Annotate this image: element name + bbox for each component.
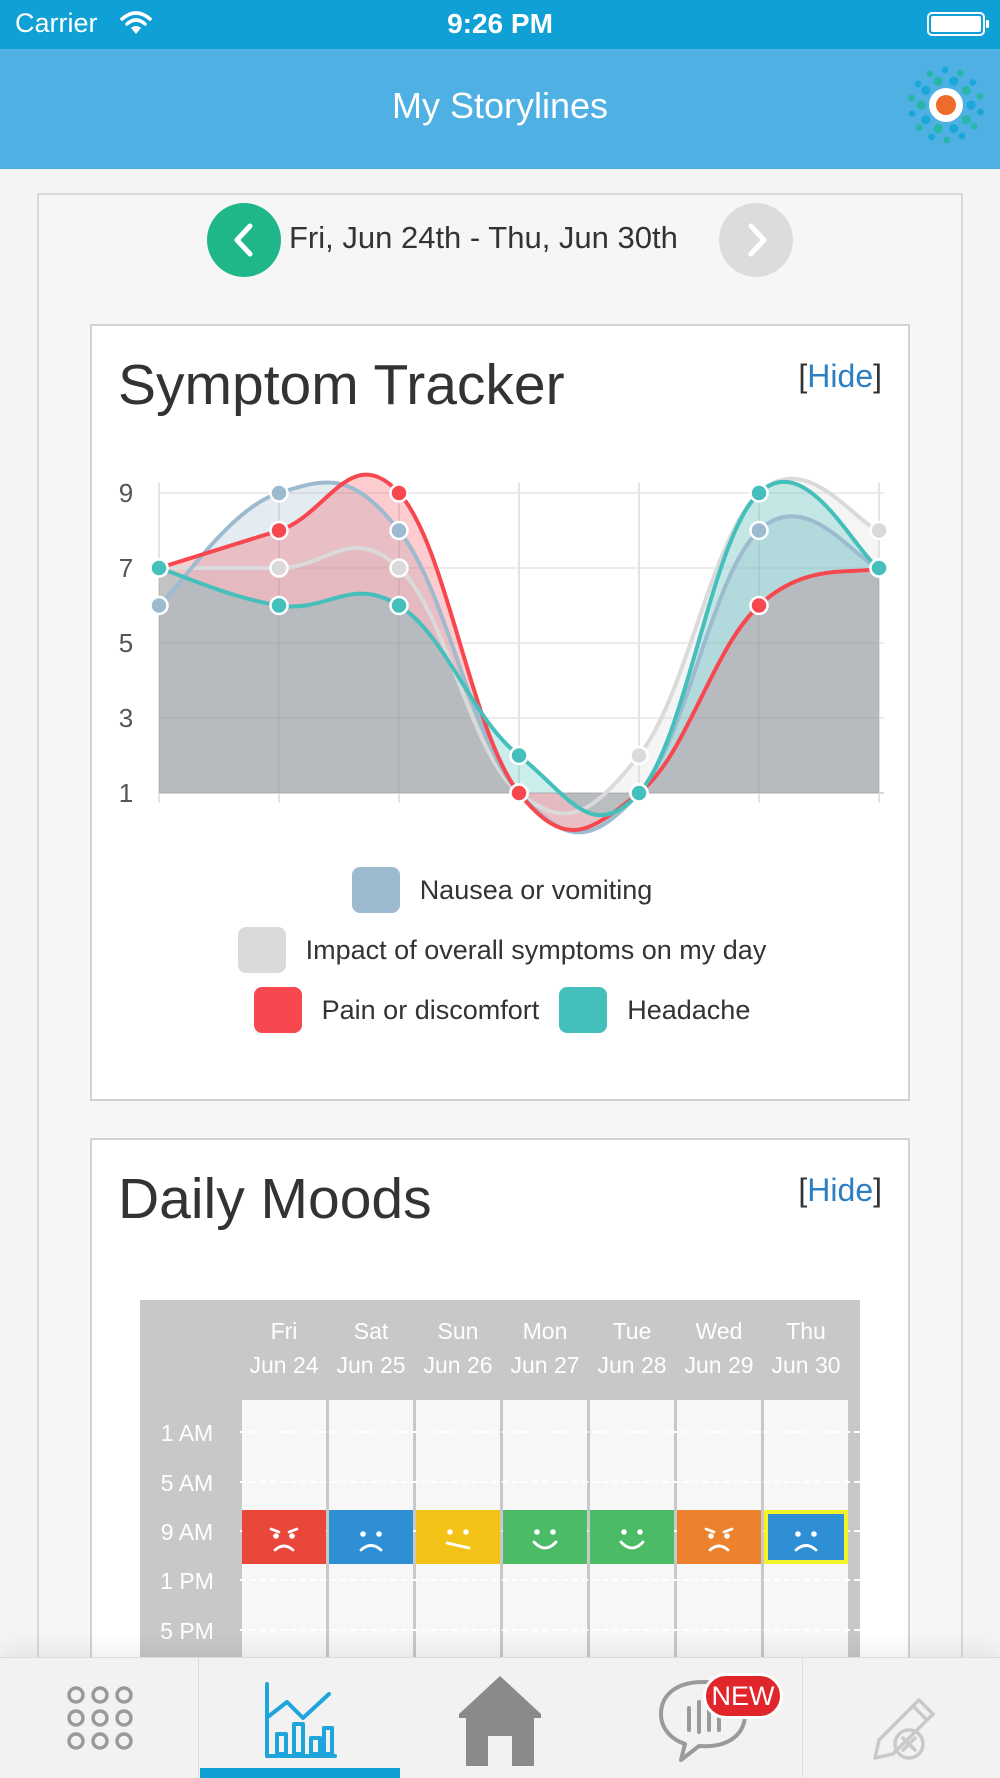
next-week-button[interactable] <box>719 203 793 277</box>
legend-swatch-impact <box>238 927 286 973</box>
mood-entry-angry[interactable] <box>677 1510 761 1564</box>
home-icon <box>401 1658 599 1778</box>
mood-day-header <box>415 1314 501 1382</box>
legend-label-headache: Headache <box>627 994 751 1025</box>
mood-day-date: Jun 27 <box>510 1352 580 1378</box>
mood-day-header <box>328 1314 414 1382</box>
legend-swatch-pain <box>254 987 302 1033</box>
tab-storylines[interactable] <box>199 1658 401 1778</box>
legend-label-pain: Pain or discomfort <box>321 994 540 1025</box>
battery-icon <box>927 12 985 36</box>
mood-entry-sad[interactable] <box>764 1510 848 1564</box>
previous-week-button[interactable] <box>207 203 281 277</box>
legend-label-impact: Impact of overall symptoms on my day <box>305 934 767 965</box>
mood-happy-face-icon <box>503 1510 587 1564</box>
carrier-label: Carrier <box>15 8 98 38</box>
logo-dot <box>921 86 930 95</box>
mood-day-date: Jun 26 <box>423 1352 493 1378</box>
mood-day-date: Jun 24 <box>249 1352 319 1378</box>
mood-time-label: 9 AM <box>160 1519 214 1545</box>
mood-angry-face-icon <box>677 1510 761 1564</box>
mood-day-name: Mon <box>522 1318 568 1344</box>
mood-day-date: Jun 30 <box>771 1352 841 1378</box>
mood-day-date: Jun 25 <box>336 1352 406 1378</box>
mood-time-label: 1 AM <box>160 1420 214 1446</box>
mood-day-header <box>589 1314 675 1382</box>
app-logo-icon[interactable] <box>906 65 986 145</box>
data-point <box>751 597 768 614</box>
hide-daily-moods <box>798 1172 882 1209</box>
mood-time-label: 5 PM <box>160 1618 214 1644</box>
logo-dot <box>969 79 976 86</box>
mood-time-label: 5 AM <box>160 1470 214 1496</box>
pencil-icon <box>803 1658 1000 1778</box>
bracket-close: ] <box>873 1172 882 1208</box>
legend-swatch-nausea <box>352 867 400 913</box>
mood-entry-happy[interactable] <box>590 1510 674 1564</box>
logo-dot <box>949 124 958 133</box>
data-point <box>271 522 288 539</box>
data-point <box>391 560 408 577</box>
data-point <box>391 485 408 502</box>
bracket-open: [ <box>798 358 808 394</box>
hide-symptom-tracker-link[interactable]: Hide <box>807 358 874 394</box>
mood-day-date: Jun 29 <box>684 1352 754 1378</box>
symptom-chart <box>92 326 912 846</box>
mood-day-name: Wed <box>695 1318 743 1344</box>
bracket-open: [ <box>798 1172 808 1208</box>
symptom-tracker-title: Symptom Tracker <box>118 353 565 417</box>
mood-entry-meh[interactable] <box>416 1510 500 1564</box>
daily-moods-title: Daily Moods <box>118 1167 432 1231</box>
date-range-nav <box>0 200 1000 280</box>
logo-dot <box>966 100 975 109</box>
tab-apps[interactable] <box>0 1658 198 1778</box>
mood-entry-happy[interactable] <box>503 1510 587 1564</box>
mood-day-name: Fri <box>270 1318 298 1344</box>
hide-daily-moods-link[interactable]: Hide <box>807 1172 874 1208</box>
mood-day-name: Tue <box>612 1318 652 1344</box>
data-point <box>271 485 288 502</box>
date-range-label: Fri, Jun 24th - Thu, Jun 30th <box>289 220 678 255</box>
chart-y-ticks <box>119 478 133 808</box>
data-point <box>151 560 168 577</box>
logo-dot <box>916 124 923 131</box>
logo-dot <box>959 133 966 140</box>
data-point <box>391 522 408 539</box>
logo-dot <box>949 77 958 86</box>
logo-dot <box>977 93 984 100</box>
logo-dot <box>962 115 971 124</box>
legend-item-pain[interactable] <box>254 987 540 1033</box>
grid-dots-icon <box>0 1658 198 1778</box>
tab-bar <box>0 1657 1000 1778</box>
logo-dot <box>909 110 916 117</box>
mood-time-line <box>240 1431 860 1433</box>
new-badge: NEW <box>703 1673 783 1719</box>
mood-day-date: Jun 28 <box>597 1352 667 1378</box>
mood-day-name: Sat <box>353 1318 389 1344</box>
data-point <box>511 747 528 764</box>
logo-dot <box>934 124 943 133</box>
chevron-right-icon <box>719 203 793 277</box>
legend-swatch-headache <box>559 987 607 1033</box>
clock-label: 9:26 PM <box>447 8 553 39</box>
data-point <box>151 597 168 614</box>
logo-dot <box>916 100 925 109</box>
logo-dot <box>962 86 971 95</box>
y-tick-label: 9 <box>118 478 134 508</box>
logo-dot <box>943 137 950 144</box>
mood-time-line <box>240 1481 860 1483</box>
y-tick-label: 3 <box>118 703 134 733</box>
data-point <box>751 522 768 539</box>
y-tick-label: 5 <box>118 628 134 658</box>
tab-home[interactable] <box>401 1658 599 1778</box>
mood-day-header <box>763 1314 849 1382</box>
mood-entry-sad[interactable] <box>329 1510 413 1564</box>
tab-edit[interactable] <box>803 1658 1000 1778</box>
chart-icon <box>199 1658 401 1778</box>
logo-dot <box>921 115 930 124</box>
chevron-left-icon <box>207 203 281 277</box>
nav-bar <box>0 49 1000 169</box>
logo-dot <box>908 95 915 102</box>
y-tick-label: 7 <box>118 553 134 583</box>
symptom-tracker-card <box>90 324 910 1101</box>
logo-dot <box>915 80 922 87</box>
legend-label-nausea: Nausea or vomiting <box>419 874 653 905</box>
data-point <box>631 785 648 802</box>
bracket-close: ] <box>873 358 882 394</box>
data-point <box>751 485 768 502</box>
data-point <box>511 785 528 802</box>
logo-dot <box>970 123 977 130</box>
mood-day-header <box>241 1314 327 1382</box>
mood-day-header <box>502 1314 588 1382</box>
mood-happy-face-icon <box>590 1510 674 1564</box>
mood-sad-face-icon <box>329 1510 413 1564</box>
logo-dot <box>934 77 943 86</box>
y-tick-label: 1 <box>118 778 134 808</box>
logo-dot <box>927 70 934 77</box>
data-point <box>871 522 888 539</box>
data-point <box>871 560 888 577</box>
mood-day-header <box>676 1314 762 1382</box>
mood-angry-face-icon <box>242 1510 326 1564</box>
legend-item-headache[interactable] <box>559 987 750 1033</box>
mood-time-label: 1 PM <box>160 1568 214 1594</box>
data-point <box>271 597 288 614</box>
mood-time-line <box>240 1629 860 1631</box>
logo-dot <box>957 70 964 77</box>
data-point <box>631 747 648 764</box>
mood-day-name: Thu <box>786 1318 826 1344</box>
mood-entry-angry[interactable] <box>242 1510 326 1564</box>
page-title: My Storylines <box>391 85 609 126</box>
logo-dot <box>977 109 984 116</box>
legend-item-nausea[interactable] <box>352 867 653 913</box>
legend-item-impact[interactable] <box>238 927 767 973</box>
data-point <box>391 597 408 614</box>
logo-dot <box>928 133 935 140</box>
mood-sad-face-icon <box>764 1510 848 1564</box>
mood-day-name: Sun <box>437 1318 479 1344</box>
logo-dot <box>942 67 949 74</box>
active-tab-indicator <box>200 1768 400 1778</box>
data-point <box>271 560 288 577</box>
mood-meh-face-icon <box>416 1510 500 1564</box>
status-bar <box>0 0 1000 49</box>
mood-time-line <box>240 1579 860 1581</box>
